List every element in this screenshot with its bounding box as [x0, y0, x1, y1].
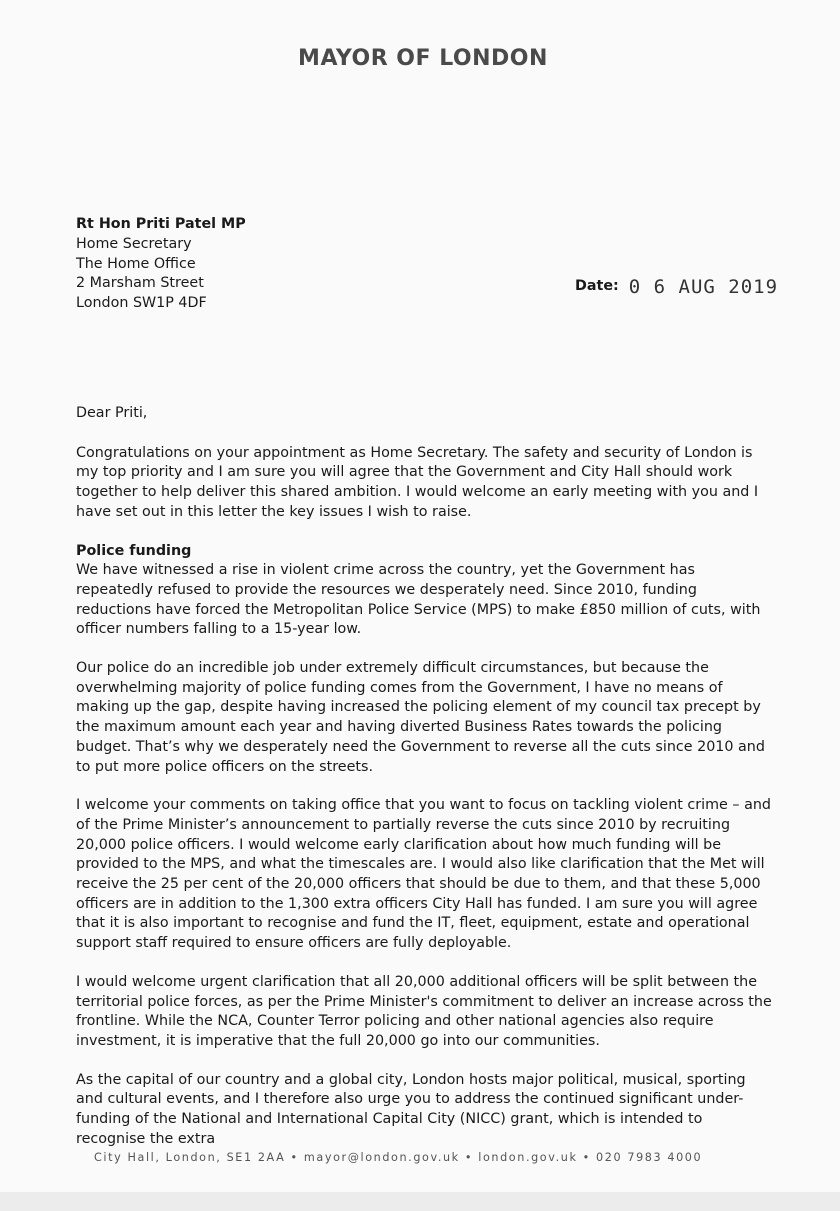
paragraph: As the capital of our country and a global city, London hosts major political, musical, sporting and cultural events, and I therefore also urge you to address the continued significant under-funding of the National and International Capital City (NICC) grant, which is intended to recognise the extra	[76, 1071, 746, 1147]
footer-contact: City Hall, London, SE1 2AA • mayor@london.gov.uk • london.gov.uk • 020 7983 4000	[94, 1151, 703, 1164]
recipient-name: Rt Hon Priti Patel MP	[76, 216, 246, 232]
recipient-address	[76, 215, 246, 314]
recipient-line: The Home Office	[76, 255, 196, 272]
recipient-line: London SW1P 4DF	[76, 295, 207, 312]
paragraph: I would welcome urgent clarification that all 20,000 additional officers will be split between the territorial police forces, as per the Prime Minister's commitment to deliver an increase across the frontline. While the NCA, Counter Terror policing and other national agencies also require investment, it is imperative that the full 20,000 go into our communities.	[76, 973, 772, 1049]
scan-edge	[0, 1192, 840, 1211]
date-stamp: 0 6 AUG 2019	[628, 276, 779, 298]
letter-body	[76, 404, 776, 1169]
salutation: Dear Priti,	[76, 405, 148, 421]
paragraph: Our police do an incredible job under extremely difficult circumstances, but because the overwhelming majority of police funding comes from the Government, I have no means of making up the gap, despite having increased the policing element of my council tax precept by the maximum amount each year and having diverted Business Rates towards the policing budget. That’s why we desperately need the Government to reverse all the cuts since 2010 and to put more police officers on the streets.	[76, 660, 765, 775]
date-block	[575, 273, 779, 298]
letterhead-title: MAYOR OF LONDON	[298, 46, 548, 71]
paragraph: Congratulations on your appointment as Home Secretary. The safety and security of London is my top priority and I am sure you will agree that the Government and City Hall should work together to help deliver this shared ambition. I would welcome an early meeting with you and I have set out in this letter the key issues I wish to raise.	[76, 444, 759, 520]
section-heading: Police funding	[76, 542, 192, 559]
recipient-line: 2 Marsham Street	[76, 275, 204, 292]
paragraph: We have witnessed a rise in violent crime across the country, yet the Government has repeatedly refused to provide the resources we desperately need. Since 2010, funding reductions have forced the Metropolitan Police Service (MPS) to make £850 million of cuts, with officer numbers falling to a 15-year low.	[76, 562, 761, 638]
recipient-line: Home Secretary	[76, 235, 192, 252]
date-label: Date:	[575, 278, 619, 294]
paragraph: I welcome your comments on taking office that you want to focus on tackling violent crime – and of the Prime Minister’s announcement to partially reverse the cuts since 2010 by recruiting 20,000 police officers. I would welcome early clarification about how much funding will be provided to the MPS, and what the timescales are. I would also like clarification that the Met will receive the 25 per cent of the 20,000 officers that should be due to them, and that these 5,000 officers are in addition to the 1,300 extra officers City Hall has funded. I am sure you will agree that it is also important to recognise and fund the IT, fleet, equipment, estate and operational support staff required to ensure officers are fully deployable.	[76, 797, 771, 952]
